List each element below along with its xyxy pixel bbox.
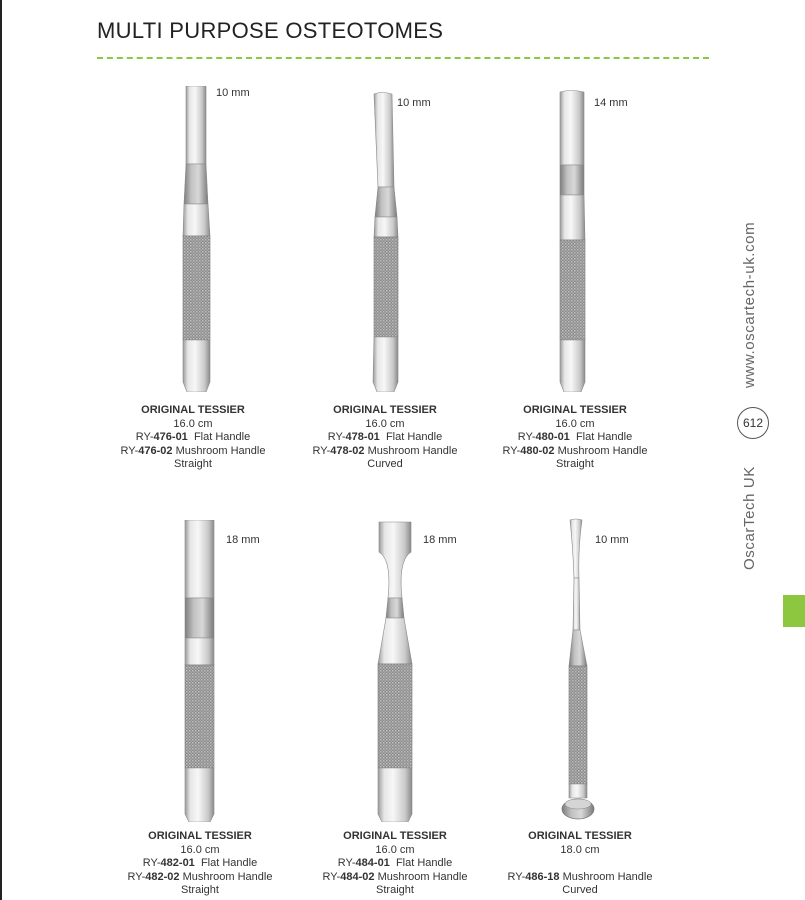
product-code: 486-18	[525, 870, 560, 883]
product-variant: Straight	[556, 458, 594, 470]
product-code-row	[455, 871, 705, 885]
caption-spacer	[455, 857, 705, 871]
product-code: 484-02	[340, 870, 375, 883]
handle-type: Mushroom Handle	[557, 444, 648, 457]
page-number-badge: 612	[737, 407, 769, 439]
product-length: 18.0 cm	[560, 843, 600, 856]
product-code: 478-02	[330, 444, 365, 457]
brand-name-vertical: OscarTech UK	[741, 466, 758, 570]
product-length: 16.0 cm	[555, 417, 595, 430]
osteotome-478-image	[368, 92, 408, 392]
code-prefix: RY-	[135, 431, 154, 443]
product-variant: Straight	[174, 458, 212, 470]
product-code-row	[450, 431, 700, 445]
product-code: 482-02	[145, 870, 180, 883]
code-prefix: RY-	[127, 870, 146, 883]
code-prefix: RY-	[322, 870, 341, 883]
code-prefix: RY-	[327, 431, 346, 443]
title-dashed-divider	[97, 57, 709, 59]
handle-type: Flat Handle	[385, 431, 443, 443]
product-name: ORIGINAL TESSIER	[141, 404, 245, 416]
handle-type: Mushroom Handle	[182, 870, 273, 883]
blade-size-label: 18 mm	[423, 534, 457, 546]
product-caption	[450, 404, 700, 472]
code-prefix: RY-	[517, 431, 536, 443]
product-length: 16.0 cm	[180, 843, 220, 856]
product-length: 16.0 cm	[365, 417, 405, 430]
osteotome-484-image	[374, 520, 418, 822]
code-prefix: RY-	[142, 857, 161, 869]
product-variant: Curved	[367, 458, 403, 470]
blade-size-label: 14 mm	[594, 97, 628, 109]
section-tab-marker	[783, 595, 805, 627]
handle-type: Mushroom Handle	[367, 444, 458, 457]
handle-type: Mushroom Handle	[377, 870, 468, 883]
blade-size-label: 10 mm	[216, 87, 250, 99]
code-prefix: RY-	[507, 870, 526, 883]
product-code: 476-02	[138, 444, 173, 457]
product-variant: Curved	[562, 884, 598, 896]
product-code: 484-01	[355, 857, 390, 869]
blade-size-label: 10 mm	[397, 97, 431, 109]
handle-type: Mushroom Handle	[562, 870, 653, 883]
product-code: 480-01	[535, 431, 570, 443]
product-name: ORIGINAL TESSIER	[333, 404, 437, 416]
osteotome-486-image	[560, 518, 600, 822]
page-title: MULTI PURPOSE OSTEOTOMES	[97, 18, 444, 43]
product-caption	[455, 830, 705, 898]
product-name: ORIGINAL TESSIER	[523, 404, 627, 416]
product-name: ORIGINAL TESSIER	[148, 830, 252, 842]
product-length: 16.0 cm	[173, 417, 213, 430]
handle-type: Flat Handle	[193, 431, 251, 443]
code-prefix: RY-	[502, 444, 521, 457]
product-name: ORIGINAL TESSIER	[343, 830, 447, 842]
product-code-row	[450, 445, 700, 459]
osteotome-482-image	[180, 520, 220, 822]
handle-type: Flat Handle	[395, 857, 453, 869]
left-page-rule	[0, 0, 2, 900]
handle-type: Flat Handle	[200, 857, 258, 869]
osteotome-476-image	[178, 86, 218, 392]
osteotome-480-image	[556, 90, 596, 392]
code-prefix: RY-	[337, 857, 356, 869]
handle-type: Flat Handle	[575, 431, 633, 443]
website-url-vertical[interactable]: www.oscartech-uk.com	[741, 221, 758, 388]
product-variant: Straight	[376, 884, 414, 896]
product-code: 480-02	[520, 444, 555, 457]
blade-size-label: 18 mm	[226, 534, 260, 546]
code-prefix: RY-	[312, 444, 331, 457]
product-variant: Straight	[181, 884, 219, 896]
product-code: 476-01	[153, 431, 188, 443]
product-name: ORIGINAL TESSIER	[528, 830, 632, 842]
handle-type: Mushroom Handle	[175, 444, 266, 457]
blade-size-label: 10 mm	[595, 534, 629, 546]
product-length: 16.0 cm	[375, 843, 415, 856]
code-prefix: RY-	[120, 444, 139, 457]
product-code: 478-01	[345, 431, 380, 443]
product-code: 482-01	[160, 857, 195, 869]
